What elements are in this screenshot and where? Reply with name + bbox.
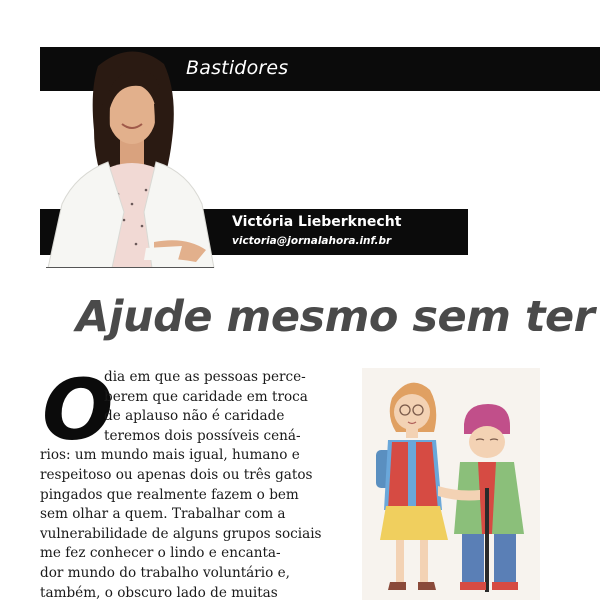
volunteer-elderly-illustration <box>362 368 540 600</box>
photo-rule <box>46 267 214 268</box>
column-name: Bastidores <box>186 57 289 79</box>
body-line: respeitoso ou apenas dois ou três gatos <box>40 466 313 483</box>
body-line: rios: um mundo mais igual, humano e <box>40 447 300 464</box>
author-photo <box>46 44 218 268</box>
body-line: me fez conhecer o lindo e encanta- <box>40 545 281 562</box>
body-line: vulnerabilidade de alguns grupos sociais <box>40 525 322 542</box>
body-line: teremos dois possíveis cená- <box>104 427 301 444</box>
article-title: Ajude mesmo sem ter <box>76 292 595 342</box>
body-line: berem que caridade em troca <box>104 388 308 405</box>
body-line: pingados que realmente fazem o bem <box>40 486 299 503</box>
author-name: Victória Lieberknecht <box>232 214 402 230</box>
body-line: de aplauso não é caridade <box>104 408 285 425</box>
article-body <box>40 361 322 600</box>
body-line: dor mundo do trabalho voluntário e, <box>40 564 291 581</box>
drop-cap: O <box>42 361 114 459</box>
author-email[interactable]: victoria@jornalahora.inf.br <box>232 235 392 247</box>
body-line: sem olhar a quem. Trabalhar com a <box>40 506 286 523</box>
body-line: também, o obscuro lado de muitas <box>40 584 278 600</box>
body-line: dia em que as pessoas perce- <box>104 369 306 385</box>
